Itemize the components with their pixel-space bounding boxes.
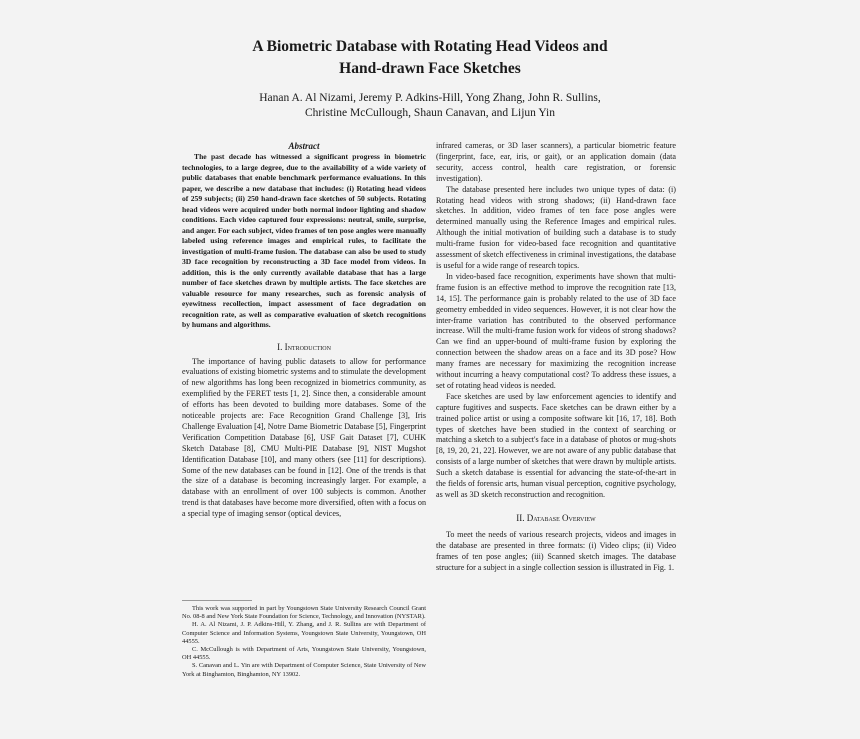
intro-paragraph: The importance of having public datasets to allow for performance evaluations of existing biometric systems and to stimulate the development of new algorithms has long been recognized in biometrics community, as exemplified by the FERET tests [1, 2]. Since then, a considerable amount of efforts has been devoted to building more databases. Some of the noticeable projects are: Face Recognition Grand Challenge [3], Iris Challenge Evaluation [4], Notre Dame Biometric Database [5], Fingerprint Verification Competition Database [6], USF Gait Dataset [7], CUHK Sketch Database [8], CMU Multi-PIE Database [9], NIST Mugshot Identification Database [10], and many others (see [11] for descriptions). Some of the new databases can be found in [12]. One of the trends is that the size of a database is becoming increasingly larger. For example, a database with an enrollment of over 100 subjects is common. Another trend is that databases have become more diversified, often with a focus on a special type of imaging sensor (optical devices, [182,356,426,519]
title-line-2: Hand-drawn Face Sketches [339,60,521,77]
authors-line-2: Christine McCullough, Shaun Canavan, and Lijun Yin [305,107,555,119]
footnote-affiliation-ysu-arts: C. McCullough is with Department of Arts, Youngstown State University, Youngstown, OH 44555. [182,646,426,662]
footnote-divider [182,600,252,601]
right-paragraph-5: To meet the needs of various research projects, videos and images in the database are presented in three formats: (i) Video clips; (ii) Video frames of ten pose angles; (iii) Scanned sketch images. The database structure for a subject in a single collection session is illustrated in Fig. 1. [436,529,676,572]
right-paragraph-4: Face sketches are used by law enforcement agencies to identify and capture fugitives and suspects. Face sketches can be drawn either by a trained police artist or using a composite software kit [16, 17, 18]. Both types of sketches have been studied in the context of searching or matching a sketch to a subject's face in a database of photos or mug-shots [8, 19, 20, 21, 22]. However, we are not aware of any public database that consists of a large number of sketches that were drawn by multiple artists. Such a sketch database is essential for advancing the state-of-the-art in the fields of forensic arts, human visual perception, cognitive psychology, as well as 3D sketch reconstruction and recognition. [436,391,676,499]
footnote-affiliation-ysu-cs: H. A. Al Nizami, J. P. Adkins-Hill, Y. Zhang, and J. R. Sullins are with Department of Computer Science and Information Systems, Youngstown State University, Youngstown, OH 44555. [182,621,426,645]
footnotes [182,605,426,679]
section-heading-database-overview: II. Database Overview [516,512,596,523]
authors-line-1: Hanan A. Al Nizami, Jeremy P. Adkins-Hill, Yong Zhang, John R. Sullins, [259,92,601,104]
author-list [0,91,860,121]
right-paragraph-1: infrared cameras, or 3D laser scanners), a particular biometric feature (fingerprint, face, ear, iris, or gait), or an application domain (data security, access control, health care registration, or forensic investigation). [436,141,676,183]
footnote-funding: This work was supported in part by Youngstown State University Research Council Grant No. 08-8 and New York State Foundation for Science, Technology, and Innovation (NYSTAR). [182,605,426,621]
section-heading-introduction: I. Introduction [277,341,331,352]
left-column [182,141,426,520]
abstract-heading: Abstract [288,141,320,151]
right-paragraph-3: In video-based face recognition, experiments have shown that multi-frame fusion is an effective method to improve the recognition rate [13, 14, 15]. The performance gain is probably related to the use of 3D face geometry embedded in video sequences. However, it is not clear how the inter-frame variation has contributed to the observed performance increase. Will the multi-frame fusion work for videos of strong shadows? Can we find an upper-bound of multi-frame fusion by exploring the connection between the shadow areas on a face and its 3D pose? How many frames are necessary for maximizing the recognition increase without incurring a heavy computational cost? To address these issues, a set of rotating head videos is needed. [436,271,676,390]
footnote-affiliation-binghamton: S. Canavan and L. Yin are with Department of Computer Science, State University of New York at Binghamton, Binghamton, NY 13902. [182,662,426,678]
title-line-1: A Biometric Database with Rotating Head Videos and [252,38,608,55]
paper-title [0,36,860,80]
abstract-text: The past decade has witnessed a significant progress in biometric technologies, to a large degree, due to the availability of a wide variety of public databases that enable benchmark performance evaluations. In this paper, we describe a new database that includes: (i) Rotating head videos of 259 subjects; (ii) 250 hand-drawn face sketches of 50 subjects. Rotating head videos were acquired under both normal indoor lighting and shadow conditions. Each video captured four expressions: neutral, smile, surprise, and anger. For each subject, video frames of ten pose angles were manually labeled using reference images and empirical rules, to facilitate the investigation of multi-frame fusion. The database can also be used to study 3D face recognition by reconstructing a 3D face model from videos. In addition, this is the only currently available database that has a large number of face sketches drawn by multiple artists. The face sketches are valuable resource for many researches, such as forensic analysis of eyewitness recollection, impact assessment of face degradation on recognition rate, as well as comparative evaluation of sketch recognitions by humans and algorithms. [182,152,426,329]
right-column [436,141,676,574]
right-paragraph-2: The database presented here includes two unique types of data: (i) Rotating head videos with strong shadows; (ii) Hand-drawn face sketches. In addition, video frames of ten face pose angles were determined manually using the Reference Images and empirical rules. Although the initial motivation of building such a database is to study multi-frame fusion for video-based face recognition and quantitative assessment of sketch effectiveness in criminal investigations, the database is useful for a wide range of research topics. [436,184,676,270]
